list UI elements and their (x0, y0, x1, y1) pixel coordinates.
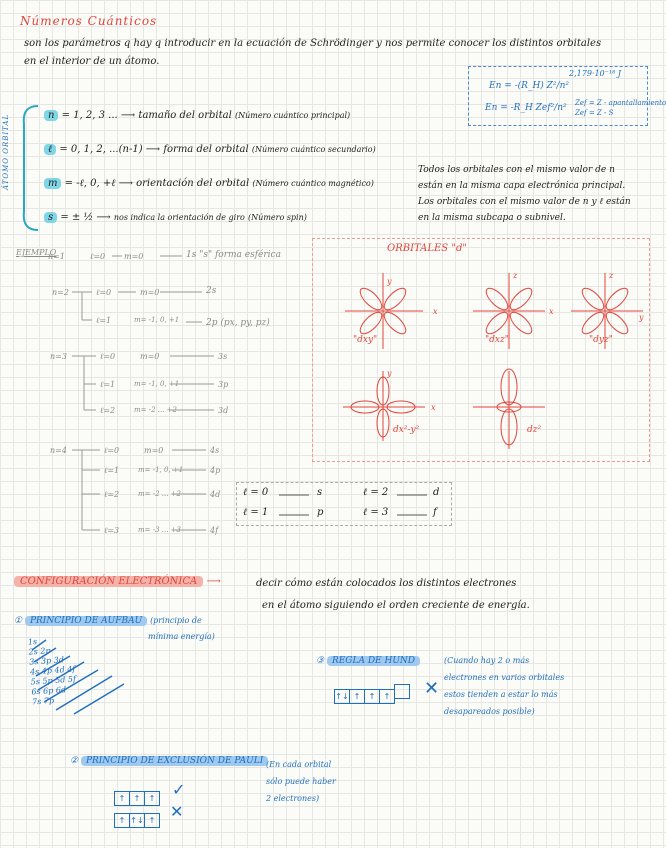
orbital-box (394, 684, 410, 699)
quantum-row-l: ℓ = 0, 1, 2, ...(n-1) ⟶ forma del orbital (Número cuántico secundario) (44, 144, 376, 155)
example-result: 3d (218, 406, 229, 415)
axis-label-y: y (387, 277, 392, 286)
example-m: m= -1, 0, +1 (134, 380, 180, 388)
quantum-symbol: s (44, 212, 57, 223)
quantum-row-s: s = ± ½ ⟶ nos indica la orientación de giro (Número spin) (44, 212, 307, 223)
config-title-text: CONFIGURACIÓN ELECTRÓNICA (14, 576, 203, 587)
pauli-note (266, 756, 336, 807)
example-m: m= -1, 0, +1 (134, 316, 180, 324)
pauli-note-line: 2 electrones) (266, 794, 320, 803)
hund-number: ③ (316, 656, 325, 666)
hund-heading (316, 656, 420, 666)
example-label: EJEMPLO (16, 248, 57, 257)
orbital-label-dyz: "dyz" (589, 335, 613, 345)
config-desc-1: decir cómo están colocados los distintos electrones (256, 578, 517, 589)
axis-label-z: z (513, 271, 518, 280)
letter-map-sym: d (433, 487, 440, 498)
pauli-label: PRINCIPIO DE EXCLUSIÓN DE PAULI (81, 756, 268, 766)
example-result: 4d (210, 490, 221, 499)
config-arrow-icon: ⟶ (206, 576, 221, 587)
example-l: ℓ=0 (104, 446, 120, 455)
cross-icon: ✕ (424, 678, 440, 699)
example-result: 3s (218, 352, 228, 361)
letter-map-arrows (395, 489, 431, 523)
example-l: ℓ=1 (96, 316, 112, 325)
orbital-note-line: Todos los orbitales con el mismo valor de n (418, 165, 615, 175)
example-l: ℓ=1 (100, 380, 116, 389)
example-m: m= -3 ... +3 (138, 526, 181, 534)
hund-label: REGLA DE HUND (327, 656, 420, 666)
example-m: m=0 (140, 352, 160, 361)
hund-boxes (334, 684, 409, 704)
orbital-drawings (313, 253, 649, 461)
axis-label-x: x (433, 307, 438, 316)
orbital-box: ↑↓ (334, 689, 350, 704)
aufbau-heading (14, 616, 202, 626)
axis-label-x: x (431, 403, 436, 412)
quantum-row-m: m = -ℓ, 0, +ℓ ⟶ orientación del orbital (Número cuántico magnético) (44, 178, 374, 189)
example-n: n=2 (52, 288, 69, 297)
hund-note-line: estos tienden a estar lo más (444, 690, 558, 699)
axis-label-x: x (549, 307, 554, 316)
orbital-label-dxy: "dxy" (353, 335, 378, 345)
orbital-box: ↑ (114, 813, 130, 828)
letter-map-sym: p (317, 507, 324, 518)
orbital-box: ↑↓ (129, 813, 145, 828)
example-result: 2p (px, py, pz) (206, 318, 270, 328)
aufbau-row: 2s 2p (28, 646, 51, 657)
example-l: ℓ=1 (104, 466, 120, 475)
axis-label-y: y (387, 369, 392, 378)
orbital-label-dz2: dz² (527, 425, 542, 435)
example-m: m=0 (144, 446, 164, 455)
orbital-box: ↑ (114, 791, 130, 806)
example-result: 2s (206, 286, 217, 296)
hund-note-line: electrones en varios orbitales (444, 673, 565, 682)
intro-line-2: en el interior de un átomo. (24, 56, 160, 67)
letter-map-l: ℓ = 1 (243, 507, 269, 518)
quantum-value: = ± ½ (60, 212, 94, 223)
aufbau-number: ① (14, 616, 23, 626)
orbital-note-line: en la misma subcapa o subnivel. (418, 213, 566, 223)
example-m: m= -2 ... +2 (138, 490, 181, 498)
orbital-label-dx2y2: dx²-y² (393, 425, 420, 435)
example-l: ℓ=3 (104, 526, 120, 535)
example-result: 4f (210, 526, 219, 535)
quantum-value: = 0, 1, 2, ...(n-1) (59, 144, 143, 155)
aufbau-row: 4s 4p 4d 4f (29, 664, 76, 677)
quantum-symbol: m (44, 178, 61, 189)
example-m: m=0 (140, 288, 160, 297)
letter-map-sym: s (317, 487, 323, 498)
aufbau-row: 7s 7p (31, 695, 55, 707)
pauli-row-1 (114, 786, 159, 806)
example-result: 4s (210, 446, 220, 455)
pauli-row-2 (114, 808, 159, 828)
orbital-box: ↑ (144, 813, 160, 828)
orbital-box: ↑ (129, 791, 145, 806)
aufbau-label: PRINCIPIO DE AUFBAU (25, 616, 147, 626)
quantum-desc: nos indica la orientación de giro (113, 213, 245, 222)
orbitals-d-title: ORBITALES "d" (387, 243, 467, 254)
orbital-note-line: están en la misma capa electrónica principal. (418, 181, 626, 191)
pauli-number: ② (70, 756, 79, 766)
cross-icon: ✕ (170, 802, 184, 821)
check-icon: ✓ (172, 780, 186, 799)
quantum-row-n: n = 1, 2, 3 ... ⟶ tamaño del orbital (Número cuántico principal) (44, 110, 350, 121)
example-l: ℓ=0 (90, 252, 106, 261)
config-desc-2: en el átomo siguiendo el orden creciente de energía. (262, 600, 530, 611)
hund-note-line: (Cuando hay 2 o más (444, 656, 530, 665)
hund-note-line: desapareados posible) (444, 707, 535, 716)
pauli-note-line: sólo puede haber (266, 777, 336, 786)
aufbau-row: 1s (27, 637, 38, 647)
quantum-value: = 1, 2, 3 ... (61, 110, 118, 121)
example-m: m= -2 ... +2 (134, 406, 177, 414)
quantum-desc: tamaño del orbital (138, 110, 232, 121)
example-l: ℓ=0 (100, 352, 116, 361)
aufbau-row: 5s 5p 5d 5f (30, 674, 77, 687)
config-title (14, 576, 221, 587)
orbital-box: ↑ (379, 689, 395, 704)
example-result: 4p (210, 466, 221, 475)
energy-formula-2: En = -R_H Zef²/n² (485, 103, 567, 113)
pauli-note-line: (En cada orbital (266, 760, 332, 769)
quantum-desc: forma del orbital (163, 144, 249, 155)
example-result: 1s "s" forma esférica (186, 250, 281, 260)
hund-note (444, 652, 564, 720)
quantum-note: (Número spin) (248, 213, 307, 222)
example-n: n=1 (48, 252, 65, 261)
energy-brace-1: Zef = Z - apantallamiento (575, 99, 666, 107)
quantum-symbol: n (44, 110, 58, 121)
example-m: m= -1, 0, +1 (138, 466, 184, 474)
example-result: 3p (218, 380, 229, 389)
orbitals-d-box (312, 238, 650, 462)
example-m: m=0 (124, 252, 144, 261)
axis-label-y: y (639, 313, 644, 322)
aufbau-row: 6s 6p 6d (31, 685, 67, 697)
intro-line-1: son los parámetros q hay q introducir en la ecuación de Schrödinger y nos permite conocer los distintos orbitales (24, 38, 602, 49)
energy-brace-2: Zef = Z - S (575, 109, 614, 117)
aufbau-diagonal-arrows (26, 636, 136, 716)
example-l: ℓ=2 (104, 490, 120, 499)
quantum-note: (Número cuántico principal) (234, 111, 351, 120)
orbital-box: ↑ (349, 689, 365, 704)
orbital-box: ↑ (364, 689, 380, 704)
example-n: n=4 (50, 446, 67, 455)
example-n: n=3 (50, 352, 67, 361)
page-title: Números Cuánticos (20, 14, 158, 28)
energy-formula-1: En = -(R_H) Z²/n² (489, 81, 569, 91)
aufbau-note-1: (principio de (150, 616, 202, 625)
side-label: ÁTOMO ORBITAL (2, 113, 10, 190)
quantum-note: (Número cuántico magnético) (252, 179, 374, 188)
pauli-heading (70, 756, 268, 766)
letter-map-arrows (277, 489, 313, 523)
aufbau-note-2: mínima energía) (148, 632, 215, 641)
example-l: ℓ=2 (100, 406, 116, 415)
letter-map-sym: f (433, 507, 437, 518)
energy-constant: 2,179·10⁻¹⁸ J (569, 69, 622, 78)
letter-map-l: ℓ = 0 (243, 487, 269, 498)
orbital-box: ↑ (144, 791, 160, 806)
letter-map-l: ℓ = 2 (363, 487, 389, 498)
orbital-label-dxz: "dxz" (485, 335, 509, 345)
quantum-note: (Número cuántico secundario) (251, 145, 376, 154)
quantum-desc: orientación del orbital (136, 178, 250, 189)
orbital-note-line: Los orbitales con el mismo valor de n y ℓ están (418, 197, 631, 207)
axis-label-z: z (609, 271, 614, 280)
quantum-symbol: ℓ (44, 144, 56, 155)
letter-map (236, 482, 452, 526)
example-l: ℓ=0 (96, 288, 112, 297)
letter-map-l: ℓ = 3 (363, 507, 389, 518)
aufbau-row: 3s 3p 3d (29, 655, 65, 667)
quantum-value: = -ℓ, 0, +ℓ (64, 178, 116, 189)
